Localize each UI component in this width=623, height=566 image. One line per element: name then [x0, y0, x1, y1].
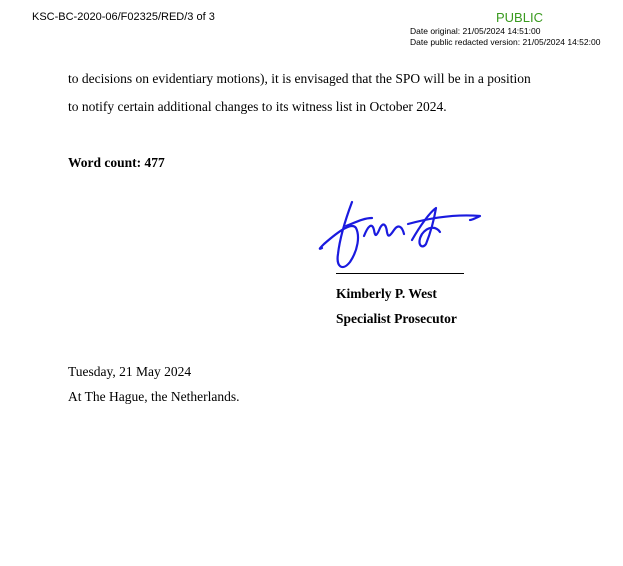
document-place: At The Hague, the Netherlands. [68, 389, 240, 404]
document-reference: KSC-BC-2020-06/F02325/RED/3 of 3 [32, 11, 215, 23]
signatory-title: Specialist Prosecutor [336, 311, 457, 326]
word-count: Word count: 477 [68, 155, 165, 170]
paragraph-line-2: to notify certain additional changes to its witness list in October 2024. [68, 99, 447, 114]
signature-stroke-4 [412, 208, 440, 246]
classification-label: PUBLIC [496, 10, 543, 25]
signature-stroke-3 [364, 225, 404, 236]
signature-stroke-1 [320, 202, 358, 267]
document-date: Tuesday, 21 May 2024 [68, 364, 192, 379]
paragraph-line-1: to decisions on evidentiary motions), it is envisaged that the SPO will be in a position [68, 71, 531, 86]
signature-stroke-2 [346, 218, 372, 226]
date-original: Date original: 21/05/2024 14:51:00 [410, 26, 541, 36]
signatory-name: Kimberly P. West [336, 286, 437, 301]
signature-stroke-5 [408, 215, 480, 224]
signature-line [336, 273, 464, 274]
handwritten-signature [312, 196, 484, 278]
date-redacted-version: Date public redacted version: 21/05/2024 14:52:00 [410, 37, 601, 47]
